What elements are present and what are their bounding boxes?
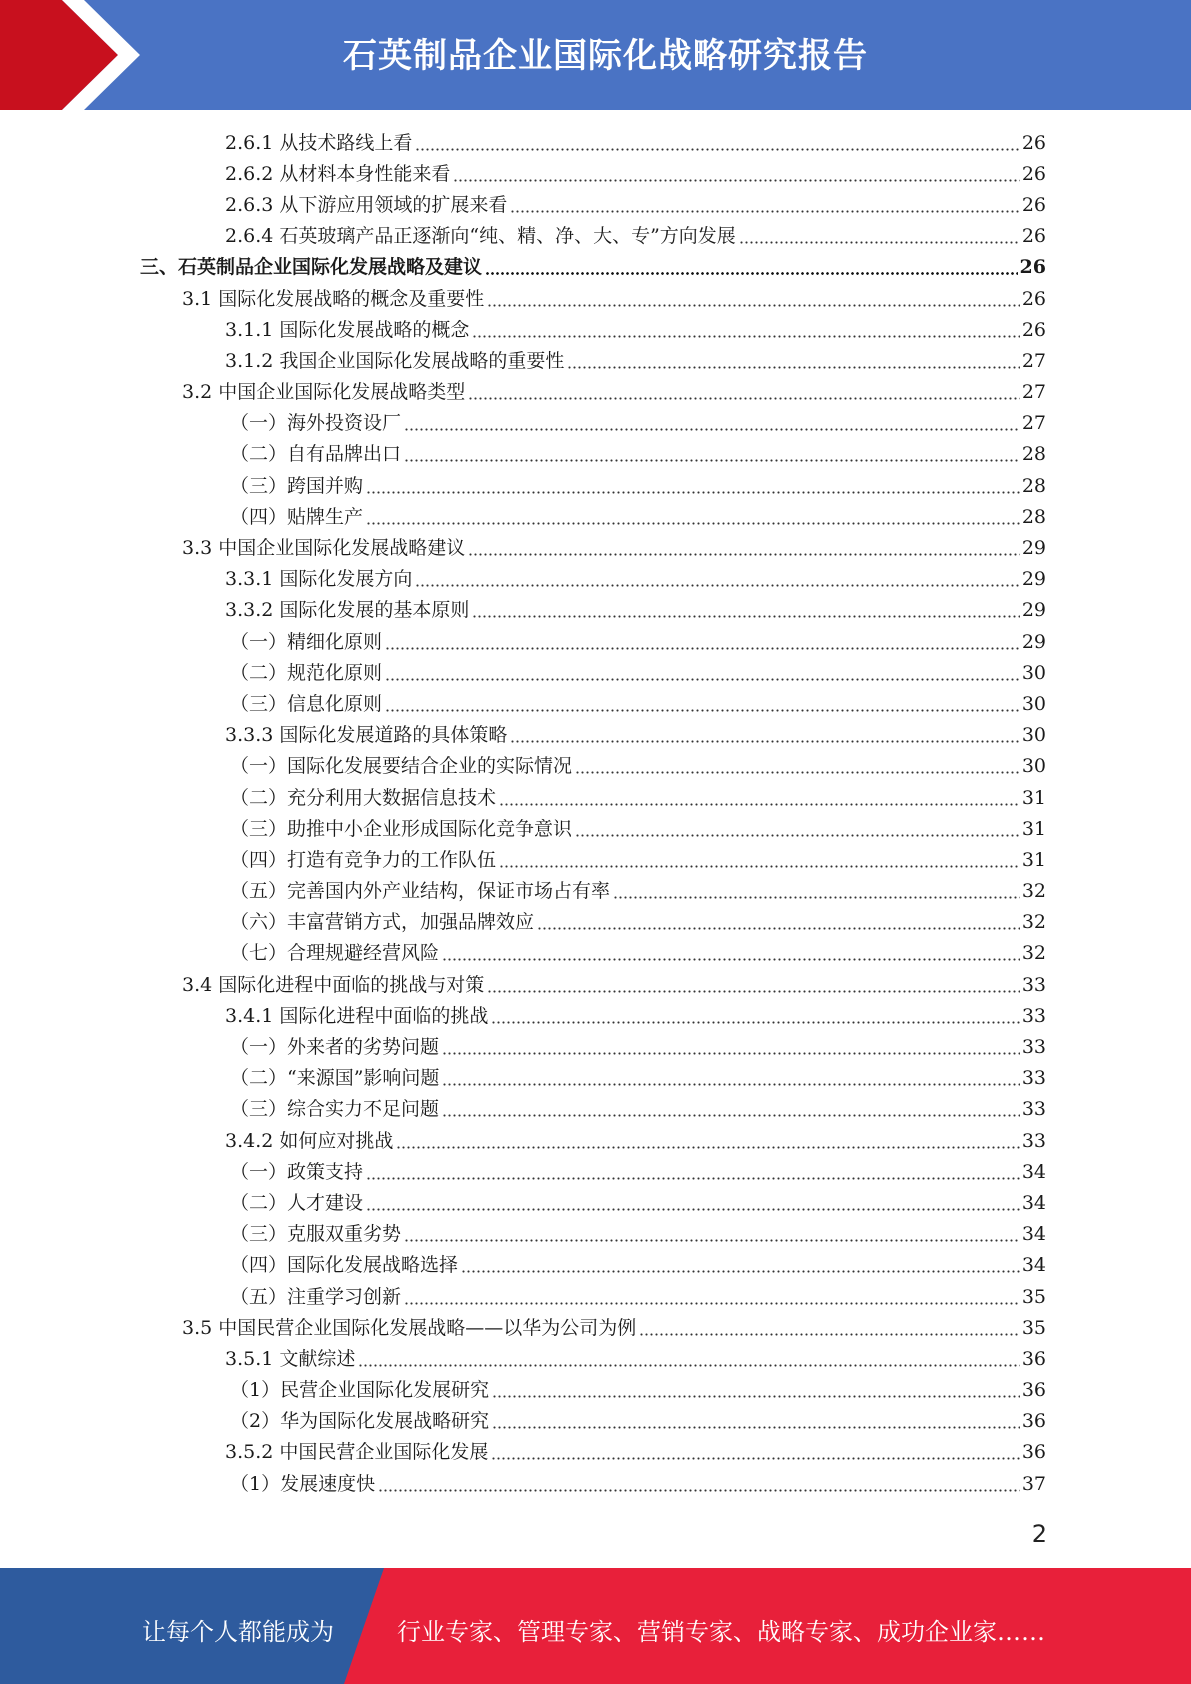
dot-leader (492, 1385, 1020, 1399)
report-title: 石英制品企业国际化战略研究报告 (343, 36, 868, 76)
dot-leader (366, 1167, 1020, 1181)
toc-entry[interactable] (140, 470, 1046, 501)
dot-leader (396, 1136, 1019, 1150)
toc-entry-label: 3.3.3 国际化发展道路的具体策略 (225, 724, 508, 747)
dot-leader (415, 138, 1019, 152)
dot-leader (491, 1447, 1019, 1461)
dot-leader (366, 512, 1020, 526)
toc-entry[interactable] (140, 377, 1046, 408)
toc-entry-page: 32 (1021, 880, 1046, 903)
toc-entry-label: 3.3.1 国际化发展方向 (225, 568, 413, 591)
toc-entry-label: 2.6.2 从材料本身性能来看 (225, 162, 451, 185)
toc-entry-label: （二）“来源国”影响问题 (230, 1067, 440, 1090)
toc-entry-label: （五）完善国内外产业结构，保证市场占有率 (230, 880, 611, 903)
toc-entry-page: 34 (1021, 1160, 1046, 1183)
toc-entry-page: 29 (1021, 599, 1046, 622)
dot-leader (404, 1229, 1020, 1243)
toc-entry[interactable] (140, 938, 1046, 969)
dot-leader (499, 793, 1020, 807)
dot-leader (491, 1011, 1019, 1025)
toc-entry-label: （三）跨国并购 (230, 474, 364, 497)
toc-entry-label: 3.5 中国民营企业国际化发展战略——以华为公司为例 (182, 1316, 637, 1339)
toc-entry[interactable] (140, 1437, 1046, 1468)
toc-entry-page: 27 (1021, 381, 1046, 404)
toc-entry-label: （六）丰富营销方式，加强品牌效应 (230, 911, 535, 934)
toc-entry-page: 30 (1021, 661, 1046, 684)
toc-entry-label: （三）信息化原则 (230, 692, 383, 715)
toc-entry-page: 28 (1021, 443, 1046, 466)
toc-entry-label: 3.1.2 我国企业国际化发展战略的重要性 (225, 349, 565, 372)
dot-leader (468, 387, 1020, 401)
toc-entry-label: 3.5.2 中国民营企业国际化发展 (225, 1441, 489, 1464)
toc-entry[interactable] (140, 813, 1046, 844)
dot-leader (472, 605, 1019, 619)
dot-leader (485, 262, 1018, 276)
toc-entry-label: （三）综合实力不足问题 (230, 1098, 440, 1121)
toc-entry[interactable] (140, 252, 1046, 283)
toc-entry[interactable] (140, 751, 1046, 782)
toc-entry[interactable] (140, 626, 1046, 657)
toc-entry[interactable] (140, 283, 1046, 314)
toc-entry[interactable] (140, 1063, 1046, 1094)
toc-entry-page: 33 (1021, 1098, 1046, 1121)
toc-entry-label: （2）华为国际化发展战略研究 (230, 1410, 490, 1433)
toc-entry-label: 三、石英制品企业国际化发展战略及建议 (140, 256, 483, 279)
toc-entry[interactable] (140, 1125, 1046, 1156)
toc-entry-page: 36 (1021, 1379, 1046, 1402)
toc-entry-label: （一）海外投资设厂 (230, 412, 402, 435)
dot-leader (453, 169, 1019, 183)
toc-entry-page: 26 (1021, 287, 1046, 310)
toc-entry-page: 26 (1021, 225, 1046, 248)
toc-entry[interactable] (140, 1219, 1046, 1250)
toc-entry[interactable] (140, 345, 1046, 376)
dot-leader (366, 1198, 1020, 1212)
toc-entry-page: 26 (1021, 131, 1046, 154)
toc-entry[interactable] (140, 688, 1046, 719)
toc-entry[interactable] (140, 1031, 1046, 1062)
toc-entry[interactable] (140, 1406, 1046, 1437)
toc-entry-page: 31 (1021, 817, 1046, 840)
dot-leader (385, 699, 1020, 713)
toc-entry-page: 33 (1021, 1004, 1046, 1027)
toc-entry[interactable] (140, 1000, 1046, 1031)
toc-entry[interactable] (140, 221, 1046, 252)
toc-entry-page: 32 (1021, 942, 1046, 965)
page-header (0, 0, 1191, 110)
dot-leader (442, 1073, 1019, 1087)
toc-entry-page: 30 (1021, 692, 1046, 715)
toc-entry[interactable] (140, 532, 1046, 563)
toc-entry-page: 31 (1021, 848, 1046, 871)
toc-entry-page: 30 (1021, 755, 1046, 778)
toc-entry-label: （四）国际化发展战略选择 (230, 1254, 459, 1277)
toc-entry[interactable] (140, 158, 1046, 189)
toc-entry-page: 36 (1021, 1347, 1046, 1370)
toc-entry-page: 30 (1021, 724, 1046, 747)
toc-entry-page: 29 (1021, 568, 1046, 591)
toc-entry[interactable] (140, 127, 1046, 158)
toc-entry-label: （二）充分利用大数据信息技术 (230, 786, 497, 809)
toc-entry-label: 2.6.4 石英玻璃产品正逐渐向“纯、精、净、大、专”方向发展 (225, 225, 736, 248)
toc-entry-page: 34 (1021, 1191, 1046, 1214)
toc-entry-label: （五）注重学习创新 (230, 1285, 402, 1308)
toc-entry-label: （七）合理规避经营风险 (230, 942, 440, 965)
dot-leader (404, 418, 1020, 432)
toc-entry-page: 33 (1021, 1036, 1046, 1059)
toc-entry-page: 36 (1021, 1410, 1046, 1433)
toc-entry-page: 35 (1021, 1285, 1046, 1308)
toc-entry-label: （三）助推中小企业形成国际化竞争意识 (230, 817, 573, 840)
toc-entry-label: （1）发展速度快 (230, 1472, 376, 1495)
toc-entry[interactable] (140, 408, 1046, 439)
footer-slogan-left: 让每个人都能成为 (142, 1618, 334, 1646)
toc-entry-page: 34 (1021, 1254, 1046, 1277)
toc-entry-label: （四）贴牌生产 (230, 505, 364, 528)
toc-entry-label: （四）打造有竞争力的工作队伍 (230, 848, 497, 871)
toc-entry-label: （二）人才建设 (230, 1191, 364, 1214)
dot-leader (567, 356, 1019, 370)
dot-leader (442, 1104, 1020, 1118)
toc-entry-page: 26 (1021, 193, 1046, 216)
toc-entry-label: 3.4.1 国际化进程中面临的挑战 (225, 1004, 489, 1027)
dot-leader (510, 730, 1019, 744)
dot-leader (613, 886, 1020, 900)
page-footer (0, 1568, 1191, 1684)
toc-entry-label: （二）规范化原则 (230, 661, 383, 684)
dot-leader (366, 481, 1020, 495)
toc-entry-page: 31 (1021, 786, 1046, 809)
toc-entry-label: 3.1 国际化发展战略的概念及重要性 (182, 287, 485, 310)
dot-leader (575, 824, 1020, 838)
dot-leader (487, 980, 1020, 994)
toc-entry-label: （一）精细化原则 (230, 630, 383, 653)
toc-entry-label: 3.1.1 国际化发展战略的概念 (225, 318, 470, 341)
toc-entry-label: 3.2 中国企业国际化发展战略类型 (182, 381, 466, 404)
toc-entry-label: 3.3.2 国际化发展的基本原则 (225, 599, 470, 622)
toc-entry-label: 2.6.3 从下游应用领域的扩展来看 (225, 193, 508, 216)
toc-entry[interactable] (140, 314, 1046, 345)
toc-entry-label: 3.3 中国企业国际化发展战略建议 (182, 537, 466, 560)
dot-leader (442, 1042, 1020, 1056)
toc-entry[interactable] (140, 657, 1046, 688)
toc-entry[interactable] (140, 1250, 1046, 1281)
toc-entry-label: （二）自有品牌出口 (230, 443, 402, 466)
toc-entry[interactable] (140, 876, 1046, 907)
dot-leader (468, 543, 1020, 557)
toc-entry-label: （一）政策支持 (230, 1160, 364, 1183)
page-number: 2 (1031, 1520, 1047, 1548)
toc-entry-page: 32 (1021, 911, 1046, 934)
toc-entry[interactable] (140, 439, 1046, 470)
toc-entry[interactable] (140, 501, 1046, 532)
toc-entry[interactable] (140, 907, 1046, 938)
dot-leader (472, 325, 1019, 339)
toc-entry[interactable] (140, 1375, 1046, 1406)
toc-entry[interactable] (140, 1156, 1046, 1187)
toc-entry-label: （三）克服双重劣势 (230, 1223, 402, 1246)
toc-entry[interactable] (140, 595, 1046, 626)
dot-leader (537, 917, 1020, 931)
dot-leader (378, 1479, 1020, 1493)
toc-entry[interactable] (140, 720, 1046, 751)
dot-leader (487, 294, 1020, 308)
dot-leader (639, 1323, 1020, 1337)
toc-entry-page: 37 (1021, 1472, 1046, 1495)
dot-leader (510, 200, 1019, 214)
toc-entry-page: 29 (1021, 630, 1046, 653)
toc-entry-page: 33 (1021, 1067, 1046, 1090)
dot-leader (404, 449, 1020, 463)
toc-entry-page: 28 (1021, 474, 1046, 497)
toc-entry-page: 27 (1021, 412, 1046, 435)
toc-entry[interactable] (140, 189, 1046, 220)
toc-entry-page: 27 (1021, 349, 1046, 372)
dot-leader (404, 1292, 1020, 1306)
toc-entry[interactable] (140, 1312, 1046, 1343)
toc-entry[interactable] (140, 564, 1046, 595)
toc-entry[interactable] (140, 844, 1046, 875)
toc-entry-page: 29 (1021, 537, 1046, 560)
dot-leader (442, 948, 1020, 962)
footer-slogan-right: 行业专家、管理专家、营销专家、战略专家、成功企业家…… (397, 1618, 1045, 1646)
toc-entry-label: （1）民营企业国际化发展研究 (230, 1379, 490, 1402)
toc-entry[interactable] (140, 782, 1046, 813)
dot-leader (358, 1354, 1019, 1368)
toc-entry-label: （一）外来者的劣势问题 (230, 1036, 440, 1059)
dot-leader (415, 574, 1019, 588)
toc-entry-label: 3.4 国际化进程中面临的挑战与对策 (182, 973, 485, 996)
dot-leader (739, 231, 1020, 245)
toc-entry[interactable] (140, 1094, 1046, 1125)
dot-leader (575, 761, 1020, 775)
toc-entry-label: 3.4.2 如何应对挑战 (225, 1129, 394, 1152)
toc-entry[interactable] (140, 1468, 1046, 1499)
toc-entry-page: 26 (1021, 162, 1046, 185)
toc-entry-page: 26 (1019, 256, 1046, 279)
toc-entry-page: 34 (1021, 1223, 1046, 1246)
toc-entry-page: 36 (1021, 1441, 1046, 1464)
toc-entry[interactable] (140, 1187, 1046, 1218)
toc-entry[interactable] (140, 1343, 1046, 1374)
toc-entry-label: （一）国际化发展要结合企业的实际情况 (230, 755, 573, 778)
table-of-contents (140, 127, 1046, 1499)
toc-entry-page: 28 (1021, 505, 1046, 528)
toc-entry-page: 33 (1021, 973, 1046, 996)
toc-entry-page: 33 (1021, 1129, 1046, 1152)
toc-entry-page: 35 (1021, 1316, 1046, 1339)
dot-leader (461, 1260, 1020, 1274)
dot-leader (499, 855, 1020, 869)
toc-entry-page: 26 (1021, 318, 1046, 341)
dot-leader (385, 668, 1020, 682)
toc-entry-label: 3.5.1 文献综述 (225, 1347, 356, 1370)
dot-leader (385, 637, 1020, 651)
toc-entry-label: 2.6.1 从技术路线上看 (225, 131, 413, 154)
toc-entry[interactable] (140, 969, 1046, 1000)
dot-leader (492, 1416, 1020, 1430)
toc-entry[interactable] (140, 1281, 1046, 1312)
